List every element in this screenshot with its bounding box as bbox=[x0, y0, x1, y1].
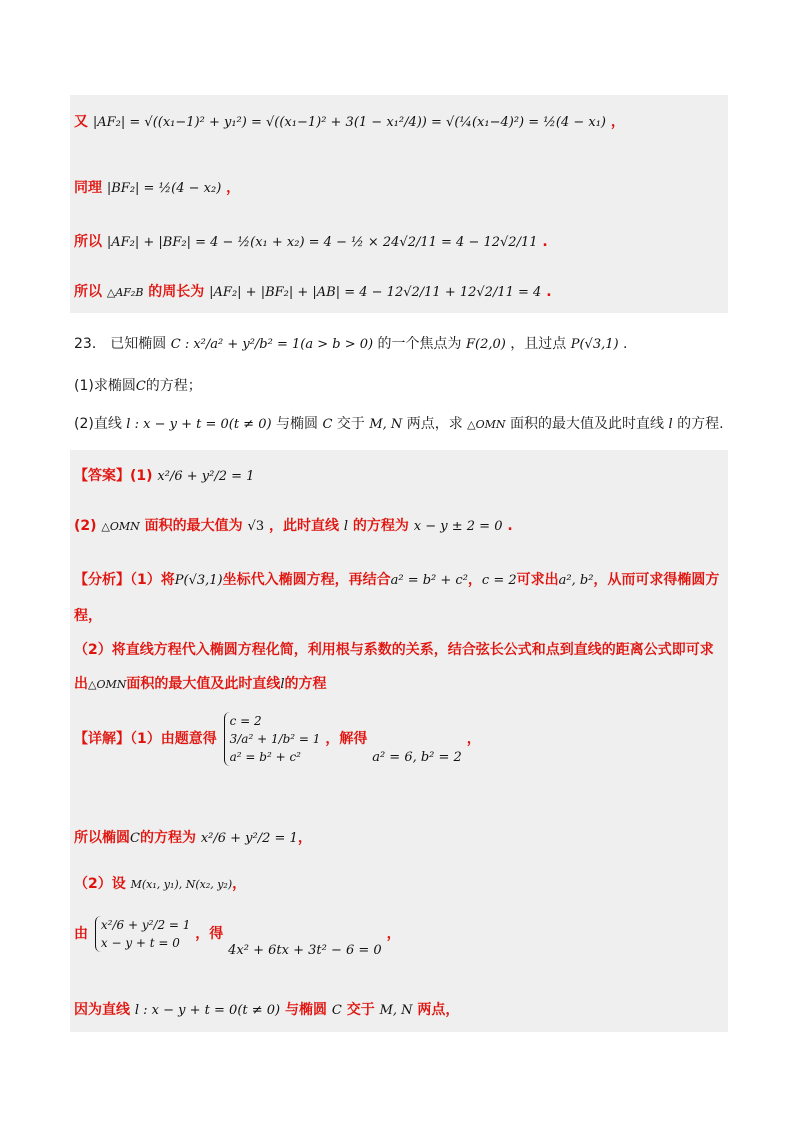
line-equation: l : x − y + t = 0(t ≠ 0) bbox=[134, 1003, 281, 1018]
question-text: 与椭圆 bbox=[276, 416, 318, 432]
stem-text: 已知椭圆 bbox=[110, 336, 167, 352]
analysis-line-3 bbox=[74, 640, 714, 660]
system-of-equations bbox=[224, 712, 321, 766]
system-row: 3/a² + 1/b² = 1 bbox=[229, 732, 321, 746]
line-name: l bbox=[280, 677, 285, 692]
line-name: l bbox=[668, 417, 673, 432]
question-2 bbox=[74, 414, 724, 435]
line-answer: x − y ± 2 = 0 bbox=[413, 519, 503, 534]
problem-number: 23． bbox=[74, 336, 106, 352]
af2-derivation: |AF₂| = √((x₁−1)² + y₁²) = √((x₁−1)² + 3(1 − x₁²/4)) = √(¼(x₁−4)²) = ½(4 − x₁) bbox=[92, 115, 606, 130]
detail-line-4 bbox=[74, 916, 401, 976]
detail-text: 的方程为 bbox=[139, 830, 196, 846]
line-prefix: 同理 bbox=[74, 180, 102, 196]
detail-text: ， bbox=[386, 926, 401, 942]
detail-tag: 【详解】 bbox=[74, 731, 130, 747]
ellipse-name: C bbox=[130, 831, 140, 846]
answer-text: 的方程为 bbox=[352, 518, 409, 534]
line-suffix: ， bbox=[226, 180, 241, 196]
solution-ab: a² = 6, b² = 2 bbox=[372, 750, 462, 765]
analysis-text: ， bbox=[467, 572, 482, 588]
problem-stem bbox=[74, 334, 628, 355]
answer-text: 面积的最大值为 bbox=[144, 518, 243, 534]
detail-line-3 bbox=[74, 874, 246, 895]
question-text: 面积的最大值及此时直线 bbox=[510, 416, 664, 432]
line-prefix: 所以 bbox=[74, 284, 102, 300]
line-equation: l : x − y + t = 0(t ≠ 0) bbox=[126, 417, 272, 432]
system-row: c = 2 bbox=[229, 714, 262, 728]
stem-text: . bbox=[623, 336, 628, 352]
ellipse-name: C bbox=[331, 1003, 342, 1018]
quadratic-equation: 4x² + 6tx + 3t² − 6 = 0 bbox=[228, 943, 382, 958]
detail-text: 由 bbox=[74, 926, 88, 942]
ellipse-name: C bbox=[135, 379, 146, 394]
top-line-3 bbox=[74, 232, 548, 253]
detail-line-2 bbox=[74, 828, 312, 849]
question-text: 的方程； bbox=[145, 378, 202, 394]
detail-text: ， bbox=[466, 731, 481, 747]
system-row: x²/6 + y²/2 = 1 bbox=[100, 918, 191, 932]
analysis-text: 面积的最大值及此时直线 bbox=[126, 676, 281, 692]
answer-text: (2) bbox=[74, 518, 97, 534]
ellipse-answer: x²/6 + y²/2 = 1 bbox=[157, 469, 255, 484]
ellipse-equation: C : x²/a² + y²/b² = 1(a > b > 0) bbox=[170, 337, 374, 352]
system-of-equations bbox=[95, 916, 191, 952]
detail-text: ，解得 bbox=[325, 731, 368, 747]
top-line-1 bbox=[74, 112, 625, 133]
points-mn: M(x₁, y₁), N(x₂, y₂) bbox=[130, 878, 233, 891]
line-text: 的周长为 bbox=[148, 284, 205, 300]
bf2-formula: |BF₂| = ½(4 − x₂) bbox=[106, 181, 222, 196]
ellipse-equation: x²/6 + y²/2 = 1 bbox=[200, 831, 298, 846]
abc-relation: a² = b² + c² bbox=[390, 573, 468, 588]
analysis-text: ，从而可求得椭圆方 bbox=[593, 572, 720, 588]
top-line-4 bbox=[74, 282, 552, 303]
detail-text: ，得 bbox=[195, 926, 224, 942]
point-p: P(√3,1) bbox=[570, 337, 619, 352]
line-suffix: . bbox=[542, 234, 548, 250]
analysis-text: 的方程 bbox=[284, 676, 327, 692]
detail-text: （1）由题意得 bbox=[130, 731, 217, 747]
detail-text: 因为直线 bbox=[74, 1002, 130, 1018]
ellipse-name: C bbox=[322, 417, 333, 432]
analysis-text: （2）将直线方程代入椭圆方程化简，利用根与系数的关系，结合弦长公式和点到直线的距离公式即可求 bbox=[74, 642, 714, 658]
ab-squared: a², b² bbox=[558, 573, 594, 588]
triangle-label: △OMN bbox=[101, 520, 140, 533]
detail-text: 与椭圆 bbox=[285, 1002, 327, 1018]
points-mn: M, N bbox=[379, 1003, 413, 1018]
analysis-text: 可求出 bbox=[516, 572, 559, 588]
sum-formula: |AF₂| + |BF₂| = 4 − ½(x₁ + x₂) = 4 − ½ × 24√2/11 = 4 − 12√2/11 bbox=[106, 235, 538, 250]
perimeter-formula: |AF₂| + |BF₂| + |AB| = 4 − 12√2/11 + 12√2/11 = 4 bbox=[209, 285, 542, 300]
points-mn: M, N bbox=[369, 417, 403, 432]
triangle-label: △OMN bbox=[467, 418, 506, 431]
detail-text: 两点， bbox=[417, 1002, 460, 1018]
answer-line-2 bbox=[74, 516, 513, 537]
point-p: P(√3,1) bbox=[174, 573, 223, 588]
question-text: 两点，求 bbox=[406, 416, 463, 432]
analysis-text: 出 bbox=[74, 676, 88, 692]
analysis-line-4 bbox=[74, 674, 327, 695]
analysis-text: 坐标代入椭圆方程，再结合 bbox=[222, 572, 391, 588]
detail-text: ， bbox=[232, 876, 247, 892]
analysis-line-1 bbox=[74, 570, 719, 591]
max-area-value: √3 bbox=[247, 519, 265, 534]
answer-text: ，此时直线 bbox=[268, 518, 339, 534]
triangle-label: △OMN bbox=[88, 678, 127, 691]
answer-text: . bbox=[507, 518, 513, 534]
analysis-text: （1）将 bbox=[130, 572, 175, 588]
system-row: x − y + t = 0 bbox=[100, 936, 180, 950]
focus-point: F(2,0) bbox=[465, 337, 506, 352]
stem-text: 的一个焦点为 bbox=[377, 336, 462, 352]
line-suffix: ， bbox=[610, 114, 625, 130]
line-prefix: 所以 bbox=[74, 234, 102, 250]
line-prefix: 又 bbox=[74, 114, 88, 130]
detail-text: 交于 bbox=[346, 1002, 375, 1018]
question-text: (2)直线 bbox=[74, 416, 122, 432]
c-value: c = 2 bbox=[481, 573, 517, 588]
detail-text: 所以椭圆 bbox=[74, 830, 130, 846]
detail-line-1 bbox=[74, 712, 481, 782]
answer-line-1 bbox=[74, 466, 254, 487]
triangle-label: △AF₂B bbox=[106, 286, 144, 299]
stem-text: ，且过点 bbox=[510, 336, 567, 352]
answer-tag: 【答案】(1) bbox=[74, 468, 153, 484]
question-text: 交于 bbox=[336, 416, 365, 432]
top-line-2 bbox=[74, 178, 240, 199]
detail-text: ， bbox=[297, 830, 312, 846]
question-text: 的方程. bbox=[677, 416, 724, 432]
question-text: (1)求椭圆 bbox=[74, 378, 136, 394]
line-suffix: . bbox=[546, 284, 552, 300]
analysis-text: 程， bbox=[74, 608, 102, 624]
analysis-tag: 【分析】 bbox=[74, 572, 130, 588]
line-name: l bbox=[343, 519, 349, 534]
question-1 bbox=[74, 376, 202, 397]
detail-text: （2）设 bbox=[74, 876, 126, 892]
detail-line-5 bbox=[74, 1000, 459, 1021]
system-row: a² = b² + c² bbox=[229, 750, 301, 764]
analysis-line-2 bbox=[74, 606, 102, 626]
